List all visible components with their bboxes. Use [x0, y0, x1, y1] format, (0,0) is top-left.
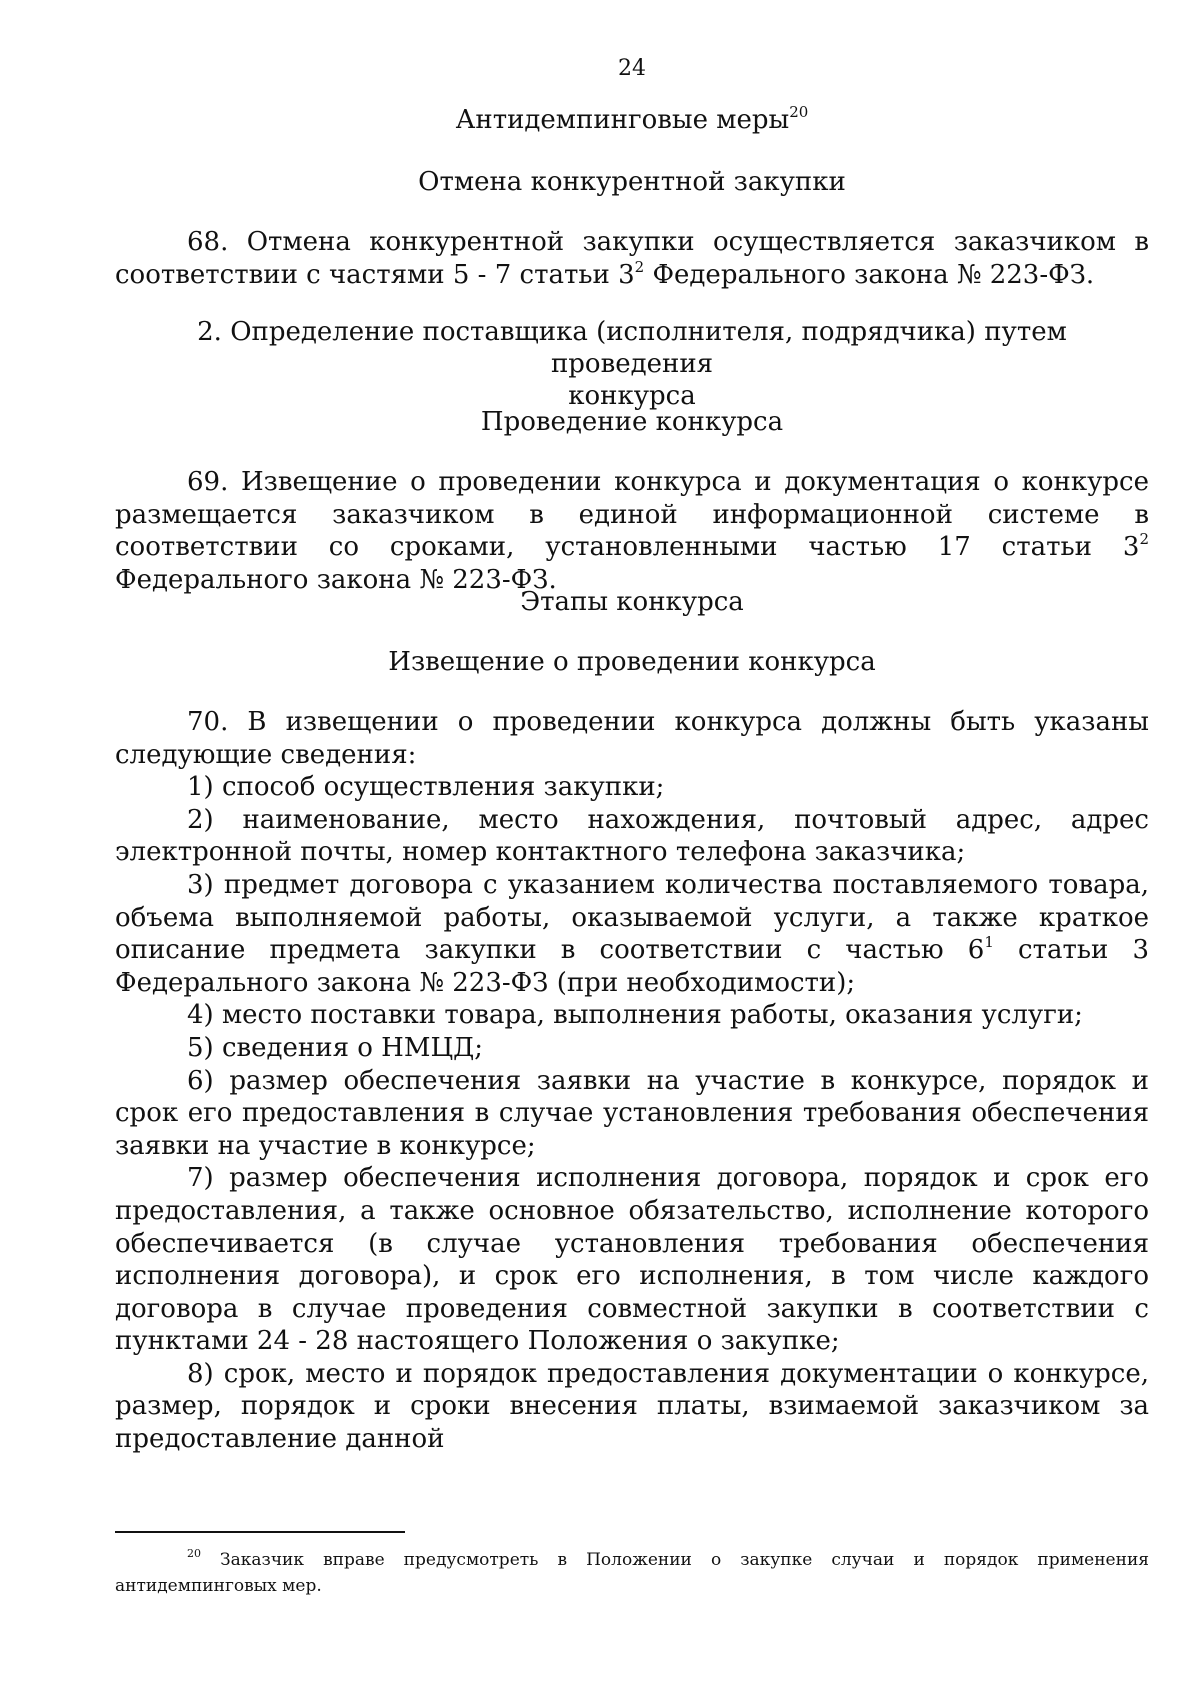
section-2-heading-line2: конкурса: [568, 381, 696, 411]
footnote-mark: 20: [187, 1547, 201, 1560]
footnote-divider: [115, 1531, 405, 1533]
section-2-heading: [115, 316, 1149, 412]
list-item-1: 1) способ осуществления закупки;: [187, 772, 665, 803]
heading-cancel: Отмена конкурентной закупки: [418, 167, 846, 197]
superscript: 2: [634, 257, 645, 276]
list: [115, 771, 1149, 1455]
paragraph-70: [115, 706, 1149, 1456]
heading-notice: Извещение о проведении конкурса: [388, 647, 876, 677]
heading-stages: Этапы конкурса: [520, 587, 744, 617]
paragraph-68: [115, 226, 1149, 291]
heading-conduct: Проведение конкурса: [480, 407, 784, 437]
list-item-6: 6) размер обеспечения заявки на участие в конкурсе, порядок и срок его предоставления в случае установления требования обеспечения заявки на участие в конкурсе;: [115, 1065, 1149, 1161]
superscript: 2: [1139, 530, 1149, 549]
footnote: [115, 1547, 1149, 1599]
heading-antidumping-text: Антидемпинговые меры: [455, 105, 790, 135]
footnote-text: Заказчик вправе предусмотреть в Положении о закупке случаи и порядок применения антидемпинговых мер.: [115, 1550, 1149, 1596]
list-item-3-text-end: статьи 3 Федерального закона № 223-ФЗ (при необходимости);: [115, 935, 1150, 998]
list-item-7: 7) размер обеспечения исполнения договора, порядок и срок его предоставления, а также основное обязательство, исполнение которого обеспечивается (в случае установления требования обеспечения исполнения договора), и срок его исполнения, в том числе каждого договора в случае проведения совместной закупки в соответствии с пунктами 24 - 28 настоящего Положения о закупке;: [115, 1163, 1149, 1357]
list-item-4: 4) место поставки товара, выполнения работы, оказания услуги;: [187, 1000, 1083, 1031]
superscript: 1: [984, 933, 994, 952]
paragraph-69-text-end: Федерального закона № 223-ФЗ.: [115, 564, 557, 595]
list-item-3-text: 3) предмет договора с указанием количества поставляемого товара, объема выполняемой работы, оказываемой услуги, а также краткое описание предмета закупки в соответствии с частью 6: [115, 869, 1149, 966]
list-item-2: 2) наименование, место нахождения, почтовый адрес, адрес электронной почты, номер контактного телефона заказчика;: [115, 804, 1149, 868]
paragraph-69: [115, 466, 1149, 596]
list-item-3: [115, 869, 1149, 999]
list-item-8: 8) срок, место и порядок предоставления документации о конкурсе, размер, порядок и сроки внесения платы, взимаемой заказчиком за предоставление данной: [115, 1358, 1149, 1455]
list-item-5: 5) сведения о НМЦД;: [187, 1032, 484, 1063]
paragraph-68-text: 68. Отмена конкурентной закупки осуществляется заказчиком в соответствии с частями 5 - 7 статьи 3: [115, 227, 1149, 290]
paragraph-68-text-end: Федерального закона № 223-ФЗ.: [644, 259, 1095, 290]
section-2-heading-line1: 2. Определение поставщика (исполнителя, подрядчика) путем проведения: [197, 317, 1067, 379]
page-number: 24: [618, 56, 646, 81]
paragraph-70-intro: 70. В извещении о проведении конкурса должны быть указаны следующие сведения:: [115, 707, 1149, 770]
footnote-ref[interactable]: 20: [789, 103, 809, 121]
heading-antidumping: [115, 104, 1149, 136]
paragraph-69-text: 69. Извещение о проведении конкурса и документация о конкурсе размещается заказчиком в единой информационной системе в соответствии со сроками, установленными частью 17 статьи 3: [115, 467, 1149, 563]
